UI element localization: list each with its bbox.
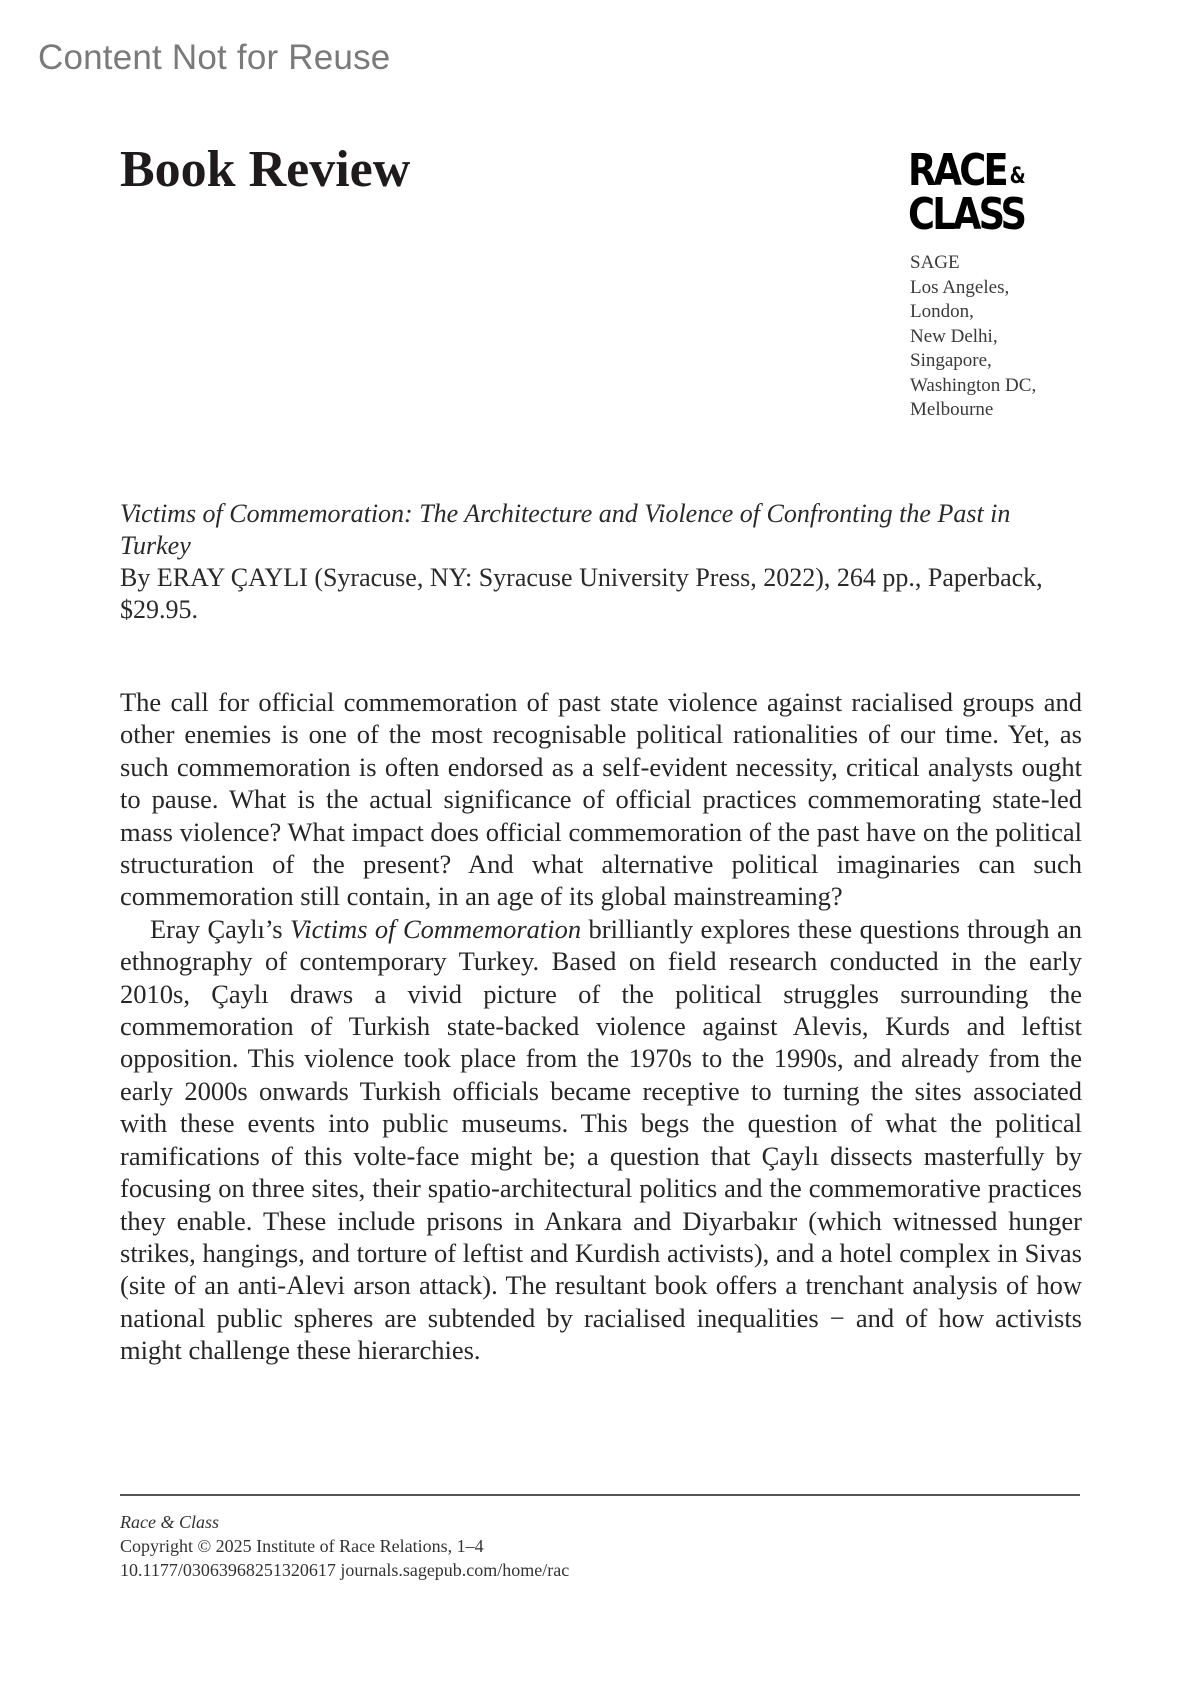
- publisher-location: London,: [910, 301, 974, 322]
- publisher-location: Singapore,: [910, 350, 992, 371]
- publisher-location: New Delhi,: [910, 325, 998, 347]
- publisher-location: Melbourne: [910, 399, 994, 420]
- paragraph-rest: brilliantly explores these questions through an ethnography of contemporary Turkey. Based on field research conducted in the early 2010s, Çaylı draws a vivid picture of the political struggles surrounding the commemoration of Turkish state-backed violence against Alevis, Kurds and leftist opposition. This violence took place from the 1970s to the 1990s, and already from the early 2000s onwards Turkish officials became receptive to turning the sites associated with these events into public museums. This begs the question of what the political ramifications of this volte-face might be; a question that Çaylı dissects masterfully by focusing on three sites, their spatio-architectural politics and the commemorative practices they enable. These include prisons in Ankara and Diyarbakır (which witnessed hunger strikes, hangings, and torture of leftist and Kurdish activists), and a hotel complex in Sivas (site of an anti-Alevi arson attack). The resultant book offers a trenchant analysis of how national public spheres are subtended by racialised inequalities − and of how activists might challenge these hierarchies.: [120, 913, 1082, 1366]
- paragraph-lead: Eray Çaylı’s: [150, 913, 290, 944]
- footer-copyright: Copyright © 2025 Institute of Race Relations, 1–4: [120, 1536, 484, 1556]
- publisher-location: Los Angeles,: [910, 276, 1010, 298]
- review-body: [120, 686, 1082, 1367]
- logo-class-text: CLASS: [908, 189, 1025, 240]
- book-citation: [120, 498, 1080, 626]
- footer-doi: 10.1177/03063968251320617 journals.sagepub.com/home/rac: [120, 1560, 570, 1580]
- logo-race-text: RACE: [908, 145, 1006, 196]
- footer-journal: Race & Class: [120, 1512, 219, 1532]
- paragraph: [120, 913, 1082, 1367]
- journal-logo: [908, 145, 1088, 240]
- publisher-block: [910, 251, 1036, 423]
- paragraph: The call for official commemoration of past state violence against racialised groups and other enemies is one of the most recognisable political rationalities of our time. Yet, as such commemoration is often endorsed as a self-evident necessity, critical analysts ought to pause. What is the actual significance of official practices commemorating state-led mass violence? What impact does official commemoration of the past have on the political structuration of the present? And what alternative political imaginaries can such commemoration still contain, in an age of its global mainstreaming?: [120, 687, 1082, 912]
- footer-divider: [120, 1494, 1080, 1496]
- publisher-location: Washington DC,: [910, 374, 1037, 396]
- watermark: Content Not for Reuse: [38, 38, 391, 77]
- book-title: Victims of Commemoration: The Architecture and Violence of Confronting the Past in Turkey: [120, 499, 1011, 560]
- publisher-name: SAGE: [910, 252, 960, 273]
- page-title: Book Review: [120, 141, 411, 198]
- logo-ampersand: &: [1009, 164, 1026, 189]
- book-title-inline: Victims of Commemoration: [289, 913, 582, 944]
- book-details: By ERAY ÇAYLI (Syracuse, NY: Syracuse University Press, 2022), 264 pp., Paperback, $29.95.: [120, 563, 1043, 624]
- page-footer: [120, 1510, 569, 1582]
